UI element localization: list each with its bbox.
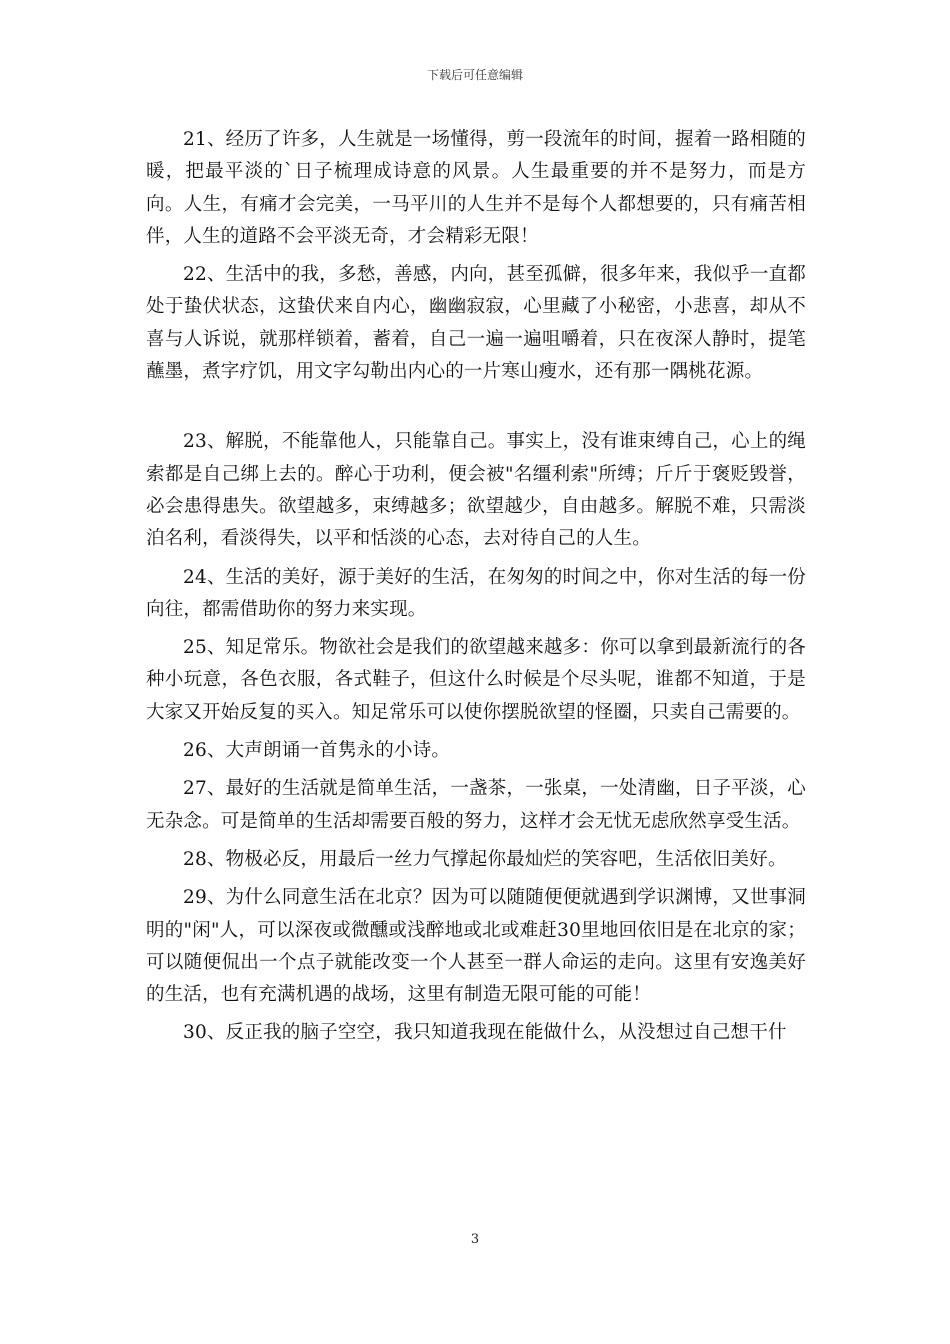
document-body	[146, 124, 806, 1056]
paragraph-26: 26、大声朗诵一首隽永的小诗。	[183, 740, 451, 762]
paragraph-22: 22、生活中的我，多愁，善感，内向，甚至孤僻，很多年来，我似乎一直都处于蛰伏状态，这蛰伏来自内心，幽幽寂寂，心里藏了小秘密，小悲喜，却从不喜与人诉说，就那样锁着，蓄着，自己一遍一遍咀嚼着，只在夜深人静时，提笔蘸墨，煮字疗饥，用文字勾勒出内心的一片寒山瘦水，还有那一隅桃花源。	[146, 264, 806, 383]
paragraph-23: 23、解脱，不能靠他人，只能靠自己。事实上，没有谁束缚自己，心上的绳索都是自己绑上去的。醉心于功利，便会被"名缰利索"所缚；斤斤于褒贬毁誉，必会患得患失。欲望越多，束缚越多；欲望越少，自由越多。解脱不难，只需淡泊名利，看淡得失，以平和恬淡的心态，去对待自己的人生。	[146, 431, 806, 550]
paragraph-28: 28、物极必反，用最后一丝力气撑起你最灿烂的笑容吧，生活依旧美好。	[183, 848, 787, 870]
page-number: 3	[470, 1232, 480, 1247]
paragraph-25: 25、知足常乐。物欲社会是我们的欲望越来越多：你可以拿到最新流行的各种小玩意，各色衣服，各式鞋子，但这什么时候是个尽头呢，谁都不知道，于是大家又开始反复的买入。知足常乐可以使你摆脱欲望的怪圈，只卖自己需要的。	[146, 637, 806, 723]
page-header: 下载后可任意编辑	[426, 68, 523, 82]
paragraph-27: 27、最好的生活就是简单生活，一盏茶，一张桌，一处清幽，日子平淡，心无杂念。可是简单的生活却需要百般的努力，这样才会无忧无虑欣然享受生活。	[146, 778, 806, 832]
paragraph-29: 29、为什么同意生活在北京？因为可以随随便便就遇到学识渊博，又世事洞明的"闲"人，可以深夜或微醺或浅醉地或北或难赶30里地回依旧是在北京的家；可以随便侃出一个点子就能改变一个人甚至一群人命运的走向。这里有安逸美好的生活，也有充满机遇的战场，这里有制造无限可能的可能！	[146, 887, 806, 1006]
paragraph-30: 30、反正我的脑子空空，我只知道我现在能做什么，从没想过自己想干什	[183, 1022, 787, 1044]
paragraph-21: 21、经历了许多，人生就是一场懂得，剪一段流年的时间，握着一路相随的暖，把最平淡的`日子梳理成诗意的风景。人生最重要的并不是努力，而是方向。人生，有痛才会完美，一马平川的人生并不是每个人都想要的，只有痛苦相伴，人生的道路不会平淡无奇，才会精彩无限！	[146, 129, 806, 247]
paragraph-24: 24、生活的美好，源于美好的生活，在匆匆的时间之中，你对生活的每一份向往，都需借助你的努力来实现。	[146, 566, 806, 620]
